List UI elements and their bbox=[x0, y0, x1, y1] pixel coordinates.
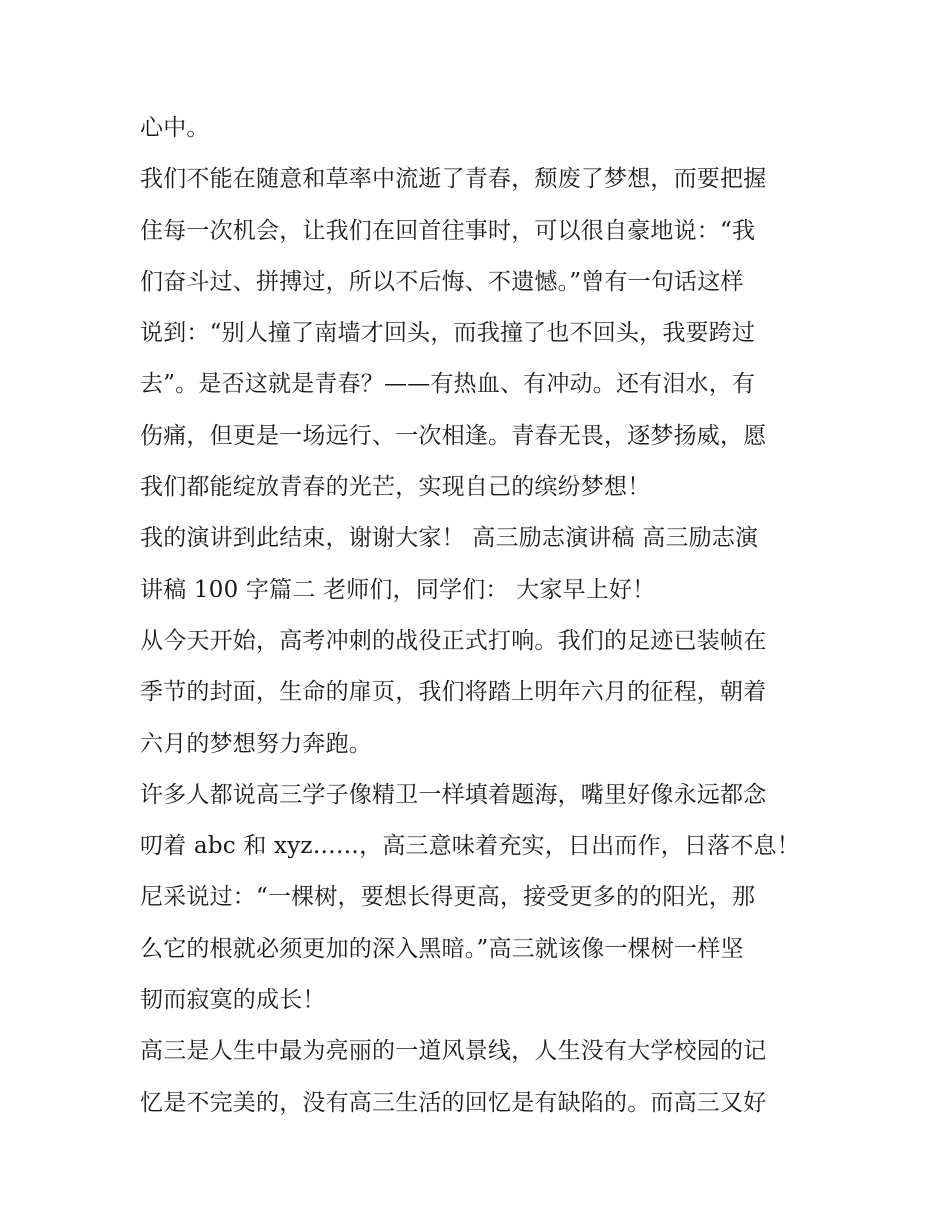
text-line: 说到：“别人撞了南墙才回头，而我撞了也不回头，我要跨过 bbox=[140, 320, 756, 347]
text-line: 么它的根就必须更加的深入黑暗。”高三就该像一棵树一样坚 bbox=[140, 935, 744, 962]
text-line: 尼采说过：“一棵树，要想长得更高，接受更多的的阳光，那 bbox=[140, 884, 756, 911]
text-line: 六月的梦想努力奔跑。 bbox=[140, 730, 372, 757]
text-line: 忆是不完美的，没有高三生活的回忆是有缺陷的。而高三又好 bbox=[140, 1089, 767, 1116]
text-line: 伤痛，但更是一场远行、一次相逢。青春无畏，逐梦扬威，愿 bbox=[140, 422, 767, 449]
text-line: 我们都能绽放青春的光芒，实现自己的缤纷梦想！ bbox=[140, 474, 651, 501]
text-line: 韧而寂寞的成长！ bbox=[140, 987, 326, 1014]
text-line: 高三是人生中最为亮丽的一道风景线，人生没有大学校园的记 bbox=[140, 1038, 767, 1065]
text-line: 讲稿 100 字篇二 老师们，同学们： 大家早上好！ bbox=[140, 576, 656, 603]
text-line: 住每一次机会，让我们在回首往事时，可以很自豪地说：“我 bbox=[140, 217, 756, 244]
text-line: 心中。 bbox=[140, 115, 210, 141]
document-body bbox=[140, 103, 820, 1129]
text-line: 季节的封面，生命的扉页，我们将踏上明年六月的征程，朝着 bbox=[140, 679, 767, 706]
text-line: 我们不能在随意和草率中流逝了青春，颓废了梦想，而要把握 bbox=[140, 166, 767, 193]
text-line: 许多人都说高三学子像精卫一样填着题海，嘴里好像永远都念 bbox=[140, 781, 767, 808]
text-line: 们奋斗过、拼搏过，所以不后悔、不遗憾。”曾有一句话这样 bbox=[140, 268, 744, 295]
text-line: 去”。是否这就是青春？——有热血、有冲动。还有泪水，有 bbox=[140, 371, 756, 398]
text-line: 我的演讲到此结束，谢谢大家！ 高三励志演讲稿 高三励志演 bbox=[140, 525, 759, 552]
text-line: 叨着 abc 和 xyz……，高三意味着充实，日出而作，日落不息！ bbox=[140, 833, 800, 860]
text-line: 从今天开始，高考冲刺的战役正式打响。我们的足迹已装帧在 bbox=[140, 627, 767, 654]
